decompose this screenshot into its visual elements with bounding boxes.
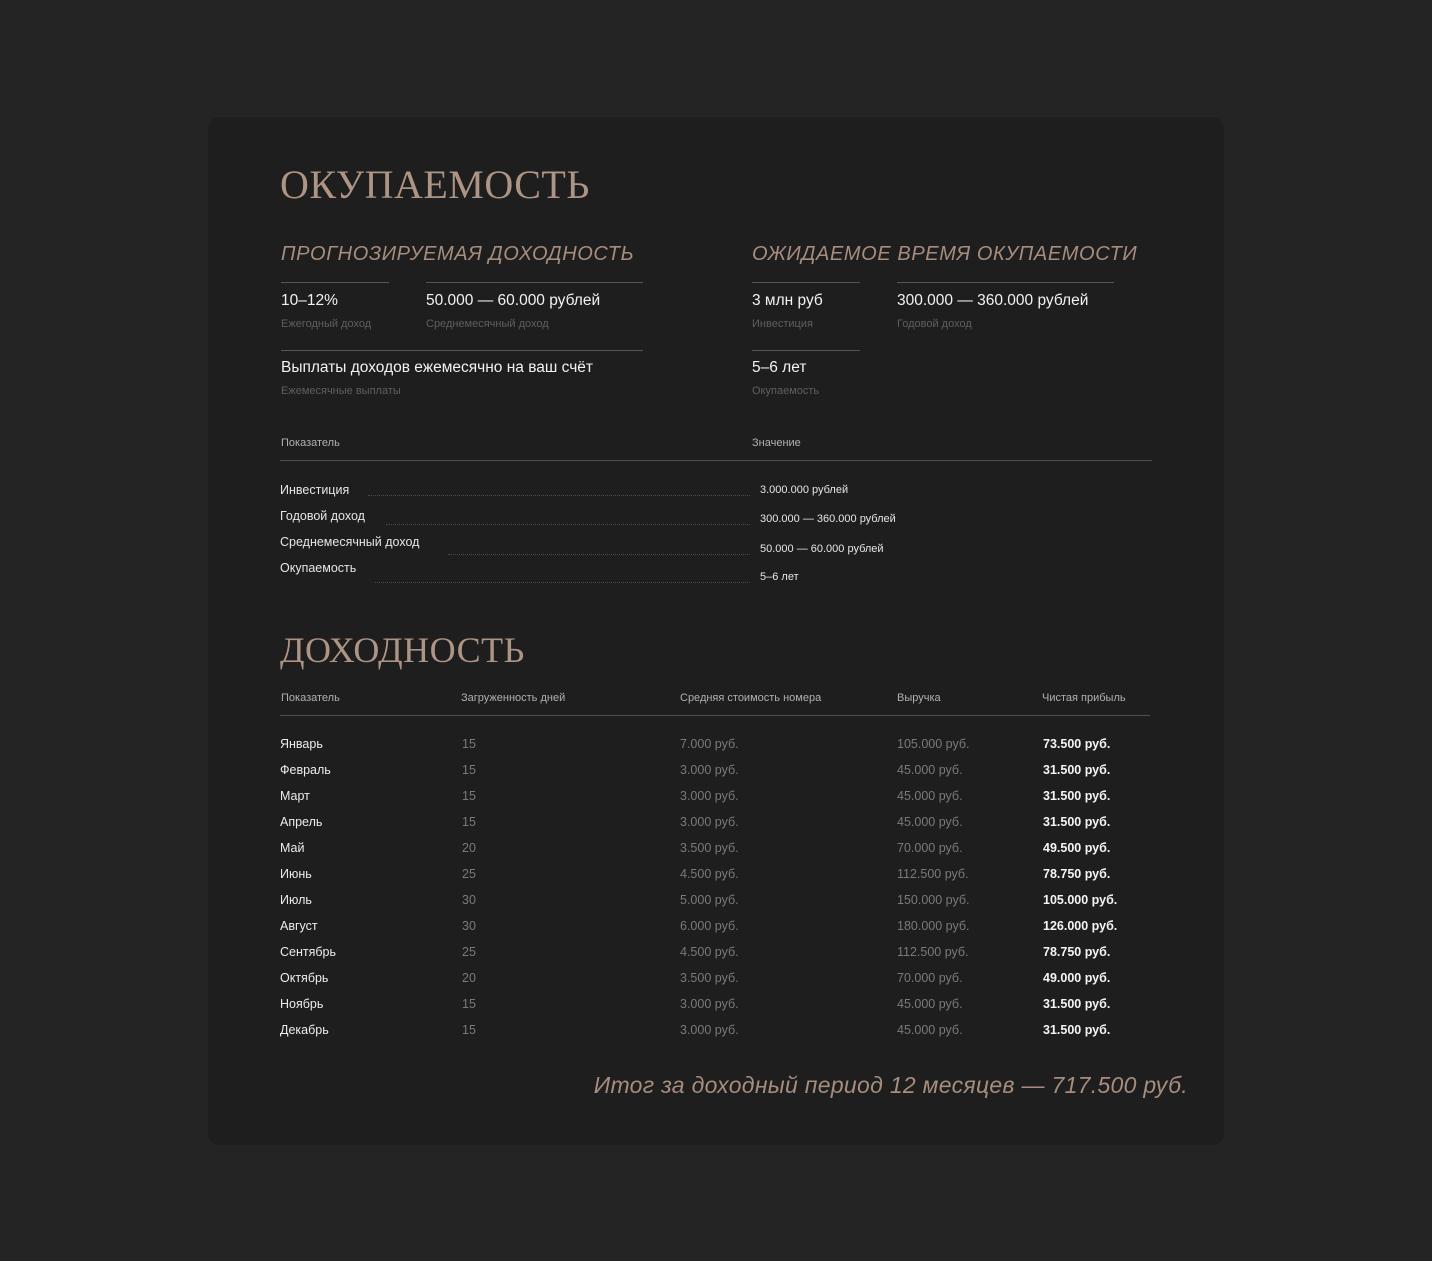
cell-month: Февраль: [280, 763, 331, 777]
cell-avg-price: 3.000 руб.: [680, 997, 739, 1011]
cell-avg-price: 4.500 руб.: [680, 945, 739, 959]
profitability-title: ДОХОДНОСТЬ: [280, 630, 525, 670]
cell-avg-price: 3.500 руб.: [680, 971, 739, 985]
divider: [897, 282, 1114, 283]
annual-income-value: 300.000 — 360.000 рублей: [897, 292, 1089, 309]
table-row: [280, 919, 1140, 945]
cell-revenue: 45.000 руб.: [897, 763, 963, 777]
cell-revenue: 45.000 руб.: [897, 997, 963, 1011]
kv-value: 3.000.000 рублей: [760, 484, 849, 496]
expected-heading: ОЖИДАЕМОЕ ВРЕМЯ ОКУПАЕМОСТИ: [752, 243, 1138, 265]
dotted-leader: [448, 554, 750, 555]
cell-month: Ноябрь: [280, 997, 324, 1011]
annual-income-label: Годовой доход: [897, 318, 972, 330]
cell-month: Март: [280, 789, 310, 803]
divider: [426, 282, 643, 283]
table-row: [280, 763, 1140, 789]
table-row: [280, 893, 1140, 919]
kv-header-divider: [280, 460, 1152, 461]
col-header-occupancy: Загруженность дней: [461, 692, 566, 704]
annual-yield-label: Ежегодный доход: [281, 318, 372, 330]
cell-revenue: 70.000 руб.: [897, 971, 963, 985]
kv-header-indicator: Показатель: [281, 437, 340, 449]
cell-net-profit: 31.500 руб.: [1043, 815, 1111, 829]
cell-net-profit: 78.750 руб.: [1043, 945, 1111, 959]
cell-occupancy: 15: [462, 997, 476, 1011]
col-header-revenue: Выручка: [897, 692, 941, 704]
cell-month: Январь: [280, 737, 323, 751]
cell-avg-price: 7.000 руб.: [680, 737, 739, 751]
cell-net-profit: 73.500 руб.: [1043, 737, 1111, 751]
table-row: [280, 867, 1140, 893]
cell-net-profit: 78.750 руб.: [1043, 867, 1111, 881]
cell-net-profit: 31.500 руб.: [1043, 1023, 1111, 1037]
cell-net-profit: 126.000 руб.: [1043, 919, 1118, 933]
kv-key: Инвестиция: [280, 483, 350, 497]
payouts-value: Выплаты доходов ежемесячно на ваш счёт: [281, 359, 593, 376]
cell-avg-price: 3.000 руб.: [680, 789, 739, 803]
cell-month: Июнь: [280, 867, 312, 881]
table-row: [280, 815, 1140, 841]
kv-key: Окупаемость: [280, 561, 357, 575]
investment-value: 3 млн руб: [752, 292, 823, 309]
dotted-leader: [375, 582, 750, 583]
cell-revenue: 70.000 руб.: [897, 841, 963, 855]
dotted-leader: [368, 495, 750, 496]
cell-net-profit: 31.500 руб.: [1043, 763, 1111, 777]
cell-occupancy: 15: [462, 789, 476, 803]
col-header-indicator: Показатель: [281, 692, 340, 704]
payouts-label: Ежемесячные выплаты: [281, 385, 401, 397]
cell-revenue: 105.000 руб.: [897, 737, 970, 751]
cell-occupancy: 30: [462, 919, 476, 933]
monthly-income-value: 50.000 — 60.000 рублей: [426, 292, 601, 309]
kv-value: 50.000 — 60.000 рублей: [760, 543, 884, 555]
cell-occupancy: 20: [462, 971, 476, 985]
cell-avg-price: 3.500 руб.: [680, 841, 739, 855]
cell-occupancy: 30: [462, 893, 476, 907]
col-header-avg-price: Средняя стоимость номера: [680, 692, 822, 704]
cell-revenue: 45.000 руб.: [897, 789, 963, 803]
total-summary: Итог за доходный период 12 месяцев — 717.500 руб.: [593, 1072, 1188, 1098]
kv-header-value: Значение: [752, 437, 801, 449]
cell-net-profit: 49.000 руб.: [1043, 971, 1111, 985]
forecast-heading: ПРОГНОЗИРУЕМАЯ ДОХОДНОСТЬ: [281, 243, 635, 265]
table-row: [280, 789, 1140, 815]
table-header-divider: [280, 715, 1150, 716]
kv-value: 5–6 лет: [760, 571, 799, 583]
divider: [281, 282, 389, 283]
cell-avg-price: 6.000 руб.: [680, 919, 739, 933]
cell-occupancy: 20: [462, 841, 476, 855]
table-row: [280, 737, 1140, 763]
col-header-net-profit: Чистая прибыль: [1042, 692, 1126, 704]
dotted-leader: [386, 524, 750, 525]
cell-avg-price: 3.000 руб.: [680, 815, 739, 829]
cell-month: Апрель: [280, 815, 323, 829]
table-row: [280, 945, 1140, 971]
table-row: [280, 1023, 1140, 1049]
cell-occupancy: 15: [462, 1023, 476, 1037]
cell-month: Май: [280, 841, 305, 855]
divider: [752, 282, 860, 283]
cell-avg-price: 5.000 руб.: [680, 893, 739, 907]
cell-net-profit: 105.000 руб.: [1043, 893, 1118, 907]
cell-occupancy: 15: [462, 815, 476, 829]
monthly-income-label: Среднемесячный доход: [426, 318, 549, 330]
payback-period-label: Окупаемость: [752, 385, 820, 397]
cell-net-profit: 31.500 руб.: [1043, 789, 1111, 803]
cell-revenue: 150.000 руб.: [897, 893, 970, 907]
cell-net-profit: 49.500 руб.: [1043, 841, 1111, 855]
kv-key: Годовой доход: [280, 509, 365, 523]
cell-revenue: 112.500 руб.: [897, 945, 969, 959]
cell-month: Сентябрь: [280, 945, 336, 959]
cell-month: Декабрь: [280, 1023, 329, 1037]
cell-month: Август: [280, 919, 318, 933]
cell-avg-price: 4.500 руб.: [680, 867, 739, 881]
cell-occupancy: 15: [462, 737, 476, 751]
cell-month: Июль: [280, 893, 312, 907]
divider: [752, 350, 860, 351]
cell-occupancy: 15: [462, 763, 476, 777]
cell-avg-price: 3.000 руб.: [680, 763, 739, 777]
divider: [281, 350, 643, 351]
payback-title: ОКУПАЕМОСТЬ: [280, 162, 590, 207]
kv-key: Среднемесячный доход: [280, 535, 420, 549]
cell-revenue: 112.500 руб.: [897, 867, 969, 881]
cell-revenue: 45.000 руб.: [897, 815, 963, 829]
cell-net-profit: 31.500 руб.: [1043, 997, 1111, 1011]
cell-avg-price: 3.000 руб.: [680, 1023, 739, 1037]
cell-revenue: 180.000 руб.: [897, 919, 970, 933]
kv-value: 300.000 — 360.000 рублей: [760, 513, 896, 525]
cell-month: Октябрь: [280, 971, 329, 985]
cell-occupancy: 25: [462, 867, 476, 881]
cell-occupancy: 25: [462, 945, 476, 959]
payback-period-value: 5–6 лет: [752, 359, 807, 376]
investment-label: Инвестиция: [752, 318, 813, 330]
table-row: [280, 841, 1140, 867]
table-row: [280, 997, 1140, 1023]
payback-card: [208, 117, 1224, 1145]
annual-yield-value: 10–12%: [281, 292, 338, 309]
table-row: [280, 971, 1140, 997]
cell-revenue: 45.000 руб.: [897, 1023, 963, 1037]
